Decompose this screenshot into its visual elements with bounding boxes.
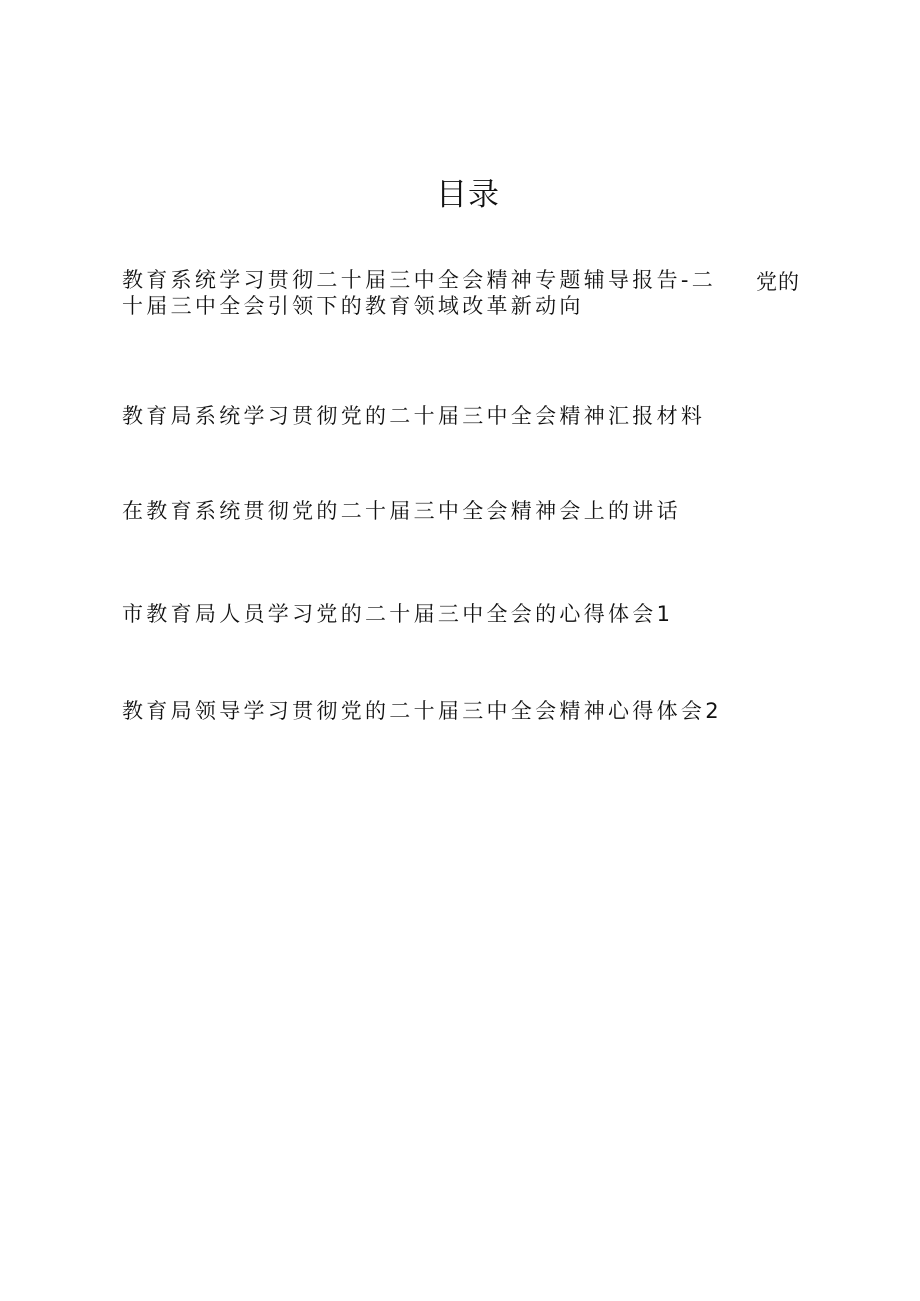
toc-entry-2: 教育局系统学习贯彻党的二十届三中全会精神汇报材料: [122, 404, 706, 428]
toc-entry-3: 在教育系统贯彻党的二十届三中全会精神会上的讲话: [122, 499, 681, 523]
toc-entry-1-line-1: 教育系统学习贯彻二十届三中全会精神专题辅导报告-二: [122, 268, 717, 292]
page-title: 目录: [436, 177, 500, 213]
toc-entry-4: 市教育局人员学习党的二十届三中全会的心得体会1: [122, 602, 674, 626]
toc-entry-1-line-1-tail: 党的: [756, 270, 800, 294]
toc-entry-5: 教育局领导学习贯彻党的二十届三中全会精神心得体会2: [122, 699, 722, 723]
toc-entry-1-line-2: 十届三中全会引领下的教育领域改革新动向: [122, 294, 584, 318]
